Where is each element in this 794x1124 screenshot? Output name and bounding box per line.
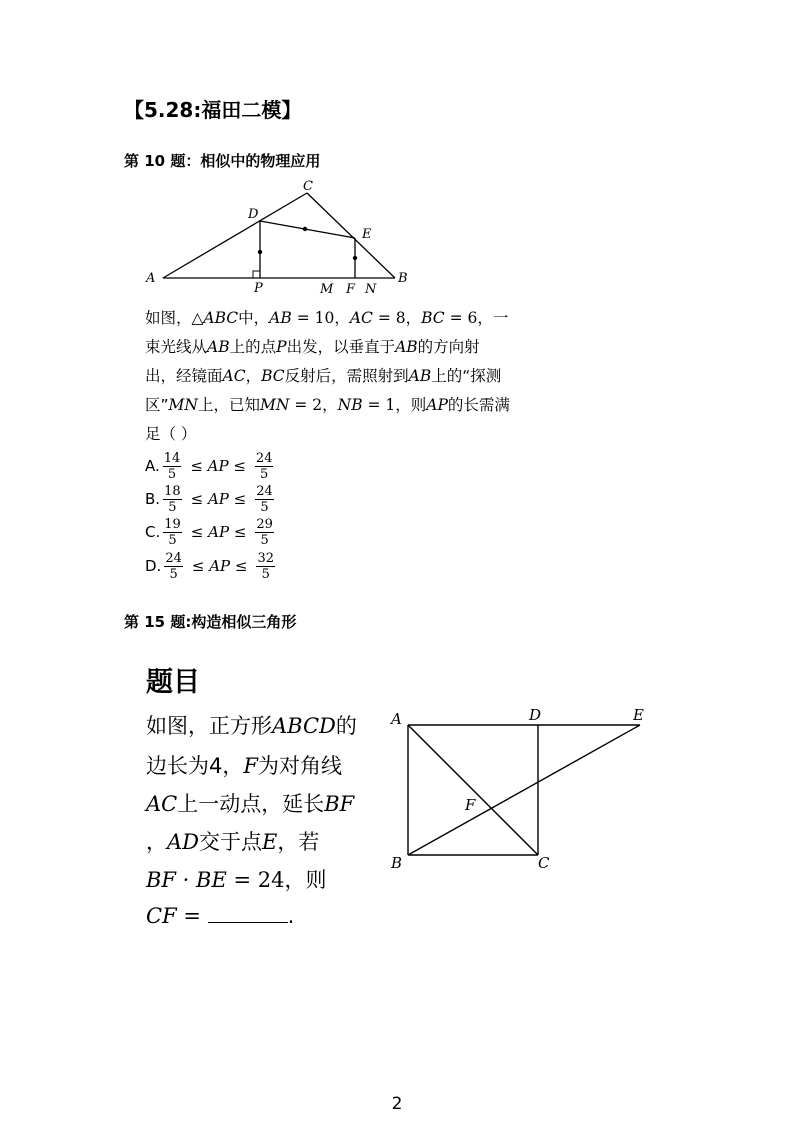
- option-d-lower: $\frac{24}{5}$: [165, 550, 182, 582]
- q10-line-2: 束光线从AB上的点P出发，以垂直于AB的方向射: [145, 338, 480, 356]
- option-b: B. $\frac{18}{5}$ ≤ AP ≤ $\frac{24}{5}$: [145, 483, 273, 515]
- q15-title: 第 15 题:构造相似三角形: [124, 613, 297, 631]
- label-N: N: [365, 282, 377, 297]
- label-B: B: [398, 271, 408, 286]
- line-BE: [408, 725, 640, 855]
- right-angle-mark: [253, 271, 260, 278]
- option-d-upper: $\frac{32}{5}$: [257, 550, 275, 582]
- section-header: 【5.28:福田二模】: [124, 98, 302, 122]
- option-c: C. $\frac{19}{5}$ ≤ AP ≤ $\frac{29}{5}$: [145, 516, 273, 548]
- option-a: A. $\frac{14}{5}$ ≤ AP ≤ $\frac{24}{5}$: [145, 450, 273, 482]
- label-D: D: [529, 706, 542, 724]
- label-E: E: [633, 706, 644, 724]
- label-C: C: [538, 854, 550, 872]
- side-CB: [307, 193, 395, 278]
- q10-line-1: 如图，△ABC中，AB = 10，AC = 8，BC = 6，一: [145, 309, 509, 327]
- ray-DE: [260, 221, 355, 238]
- q10-line-3: 出，经镜面AC，BC反射后，需照射到AB上的“探测: [145, 367, 502, 385]
- label-D: D: [248, 207, 259, 222]
- option-d: D. $\frac{24}{5}$ ≤ AP ≤ $\frac{32}{5}$: [145, 550, 275, 582]
- answer-blank: [208, 902, 288, 923]
- q15-line-5: BF · BE = 24，则: [146, 868, 327, 892]
- label-A: A: [146, 271, 156, 286]
- q10-line-4: 区”MN上，已知MN = 2，NB = 1，则AP的长需满: [145, 396, 510, 414]
- q10-figure: [140, 176, 430, 298]
- q15-line-3: AC上一动点，延长BF: [146, 792, 355, 816]
- option-b-upper: $\frac{24}{5}$: [256, 483, 273, 515]
- q15-line-2: 边长为4，F为对角线: [146, 754, 342, 778]
- label-C: C: [303, 179, 313, 194]
- arrow-dot-PD: [258, 250, 262, 254]
- q15-line-6: CF = .: [146, 904, 295, 928]
- q15-line-4: ，AD交于点E，若: [146, 830, 320, 854]
- label-E: E: [362, 227, 372, 242]
- q10-title: 第 10 题：相似中的物理应用: [124, 152, 321, 170]
- page-number: 2: [391, 1094, 403, 1114]
- option-c-lower: $\frac{19}{5}$: [164, 516, 181, 548]
- arrow-dot-EF: [353, 256, 357, 260]
- option-b-lower: $\frac{18}{5}$: [164, 483, 181, 515]
- side-AC: [163, 193, 307, 278]
- label-F: F: [465, 796, 476, 814]
- option-a-lower: $\frac{14}{5}$: [163, 450, 181, 482]
- option-c-upper: $\frac{29}{5}$: [256, 516, 273, 548]
- q15-heading: 题目: [146, 667, 200, 698]
- q15-line-1: 如图，正方形ABCD的: [146, 714, 357, 738]
- q10-line-5: 足（ ）: [145, 425, 197, 443]
- diagonal-AC: [408, 725, 538, 855]
- label-M: M: [320, 282, 334, 297]
- label-B: B: [391, 854, 403, 872]
- label-A: A: [391, 710, 402, 728]
- label-P: P: [254, 281, 263, 296]
- arrow-dot-DE: [303, 227, 307, 231]
- q15-figure: [385, 700, 655, 880]
- label-F: F: [346, 282, 356, 297]
- option-a-upper: $\frac{24}{5}$: [255, 450, 273, 482]
